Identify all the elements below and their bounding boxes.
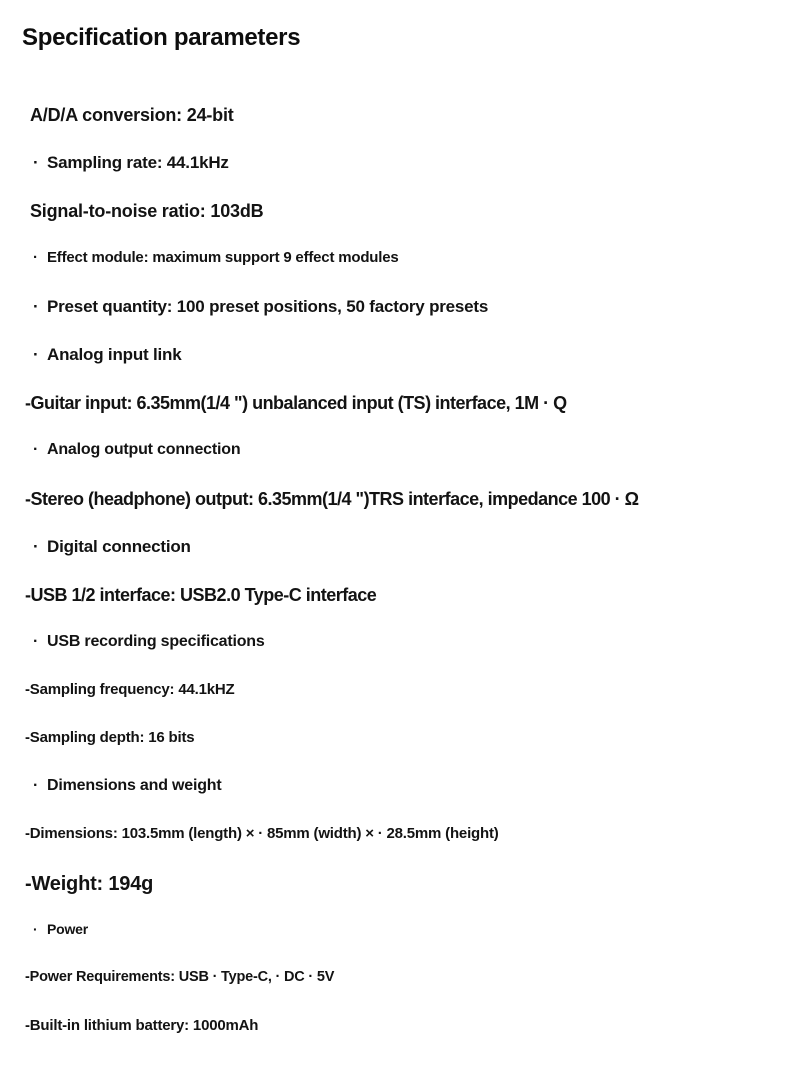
spec-line [0, 345, 790, 393]
spec-line-text: Analog output connection [47, 441, 241, 458]
spec-line [0, 873, 790, 921]
spec-line-text: Power [47, 921, 89, 937]
bullet-marker: · [33, 537, 39, 556]
spec-line-text: -Sampling frequency: 44.1kHZ [25, 681, 235, 698]
spec-line-text: -USB 1/2 interface: USB2.0 Type-C interface [25, 585, 377, 605]
spec-line [0, 249, 790, 297]
spec-line [0, 393, 790, 441]
spec-line [0, 297, 790, 345]
spec-line-text: -Stereo (headphone) output: 6.35mm(1/4 ")TRS interface, impedance 100 · Ω [25, 489, 639, 509]
spec-line-text: Signal-to-noise ratio: 103dB [30, 201, 264, 221]
spec-line-text: A/D/A conversion: 24-bit [30, 105, 234, 125]
bullet-marker: · [33, 297, 39, 316]
spec-line-text: Effect module: maximum support 9 effect modules [47, 249, 399, 266]
spec-line [0, 921, 790, 969]
spec-line [0, 441, 790, 489]
spec-line-text: USB recording specifications [47, 633, 265, 650]
spec-line [0, 777, 790, 825]
spec-line [0, 681, 790, 729]
spec-line [0, 1017, 790, 1065]
bullet-marker: · [33, 921, 38, 937]
spec-line-text: Dimensions and weight [47, 777, 222, 794]
spec-line-text: -Built-in lithium battery: 1000mAh [25, 1017, 259, 1034]
spec-line-text: Digital connection [47, 537, 191, 556]
bullet-marker: · [33, 345, 39, 364]
spec-line [0, 537, 790, 585]
spec-line [0, 969, 790, 1017]
bullet-marker: · [33, 249, 38, 266]
spec-line-text: Preset quantity: 100 preset positions, 50 factory presets [47, 297, 489, 316]
spec-line-text: Sampling rate: 44.1kHz [47, 153, 229, 172]
spec-line-text: -Power Requirements: USB · Type-C, · DC · 5V [25, 969, 335, 985]
spec-line [0, 825, 790, 873]
page-title: Specification parameters [22, 24, 301, 51]
spec-line [0, 729, 790, 777]
spec-line-text: -Sampling depth: 16 bits [25, 729, 195, 746]
spec-line [0, 105, 790, 153]
spec-line [0, 633, 790, 681]
bullet-marker: · [33, 153, 39, 172]
spec-line-text: -Dimensions: 103.5mm (length) × · 85mm (width) × · 28.5mm (height) [25, 825, 499, 842]
spec-line-text: -Guitar input: 6.35mm(1/4 ") unbalanced input (TS) interface, 1M · Q [25, 393, 567, 413]
spec-line [0, 585, 790, 633]
bullet-marker: · [33, 441, 39, 458]
spec-line [0, 489, 790, 537]
spec-line [0, 201, 790, 249]
bullet-marker: · [33, 777, 39, 794]
spec-line-text: -Weight: 194g [25, 873, 154, 895]
spec-line [0, 153, 790, 201]
spec-line-text: Analog input link [47, 345, 182, 364]
spec-lines [0, 105, 790, 1065]
bullet-marker: · [33, 633, 39, 650]
